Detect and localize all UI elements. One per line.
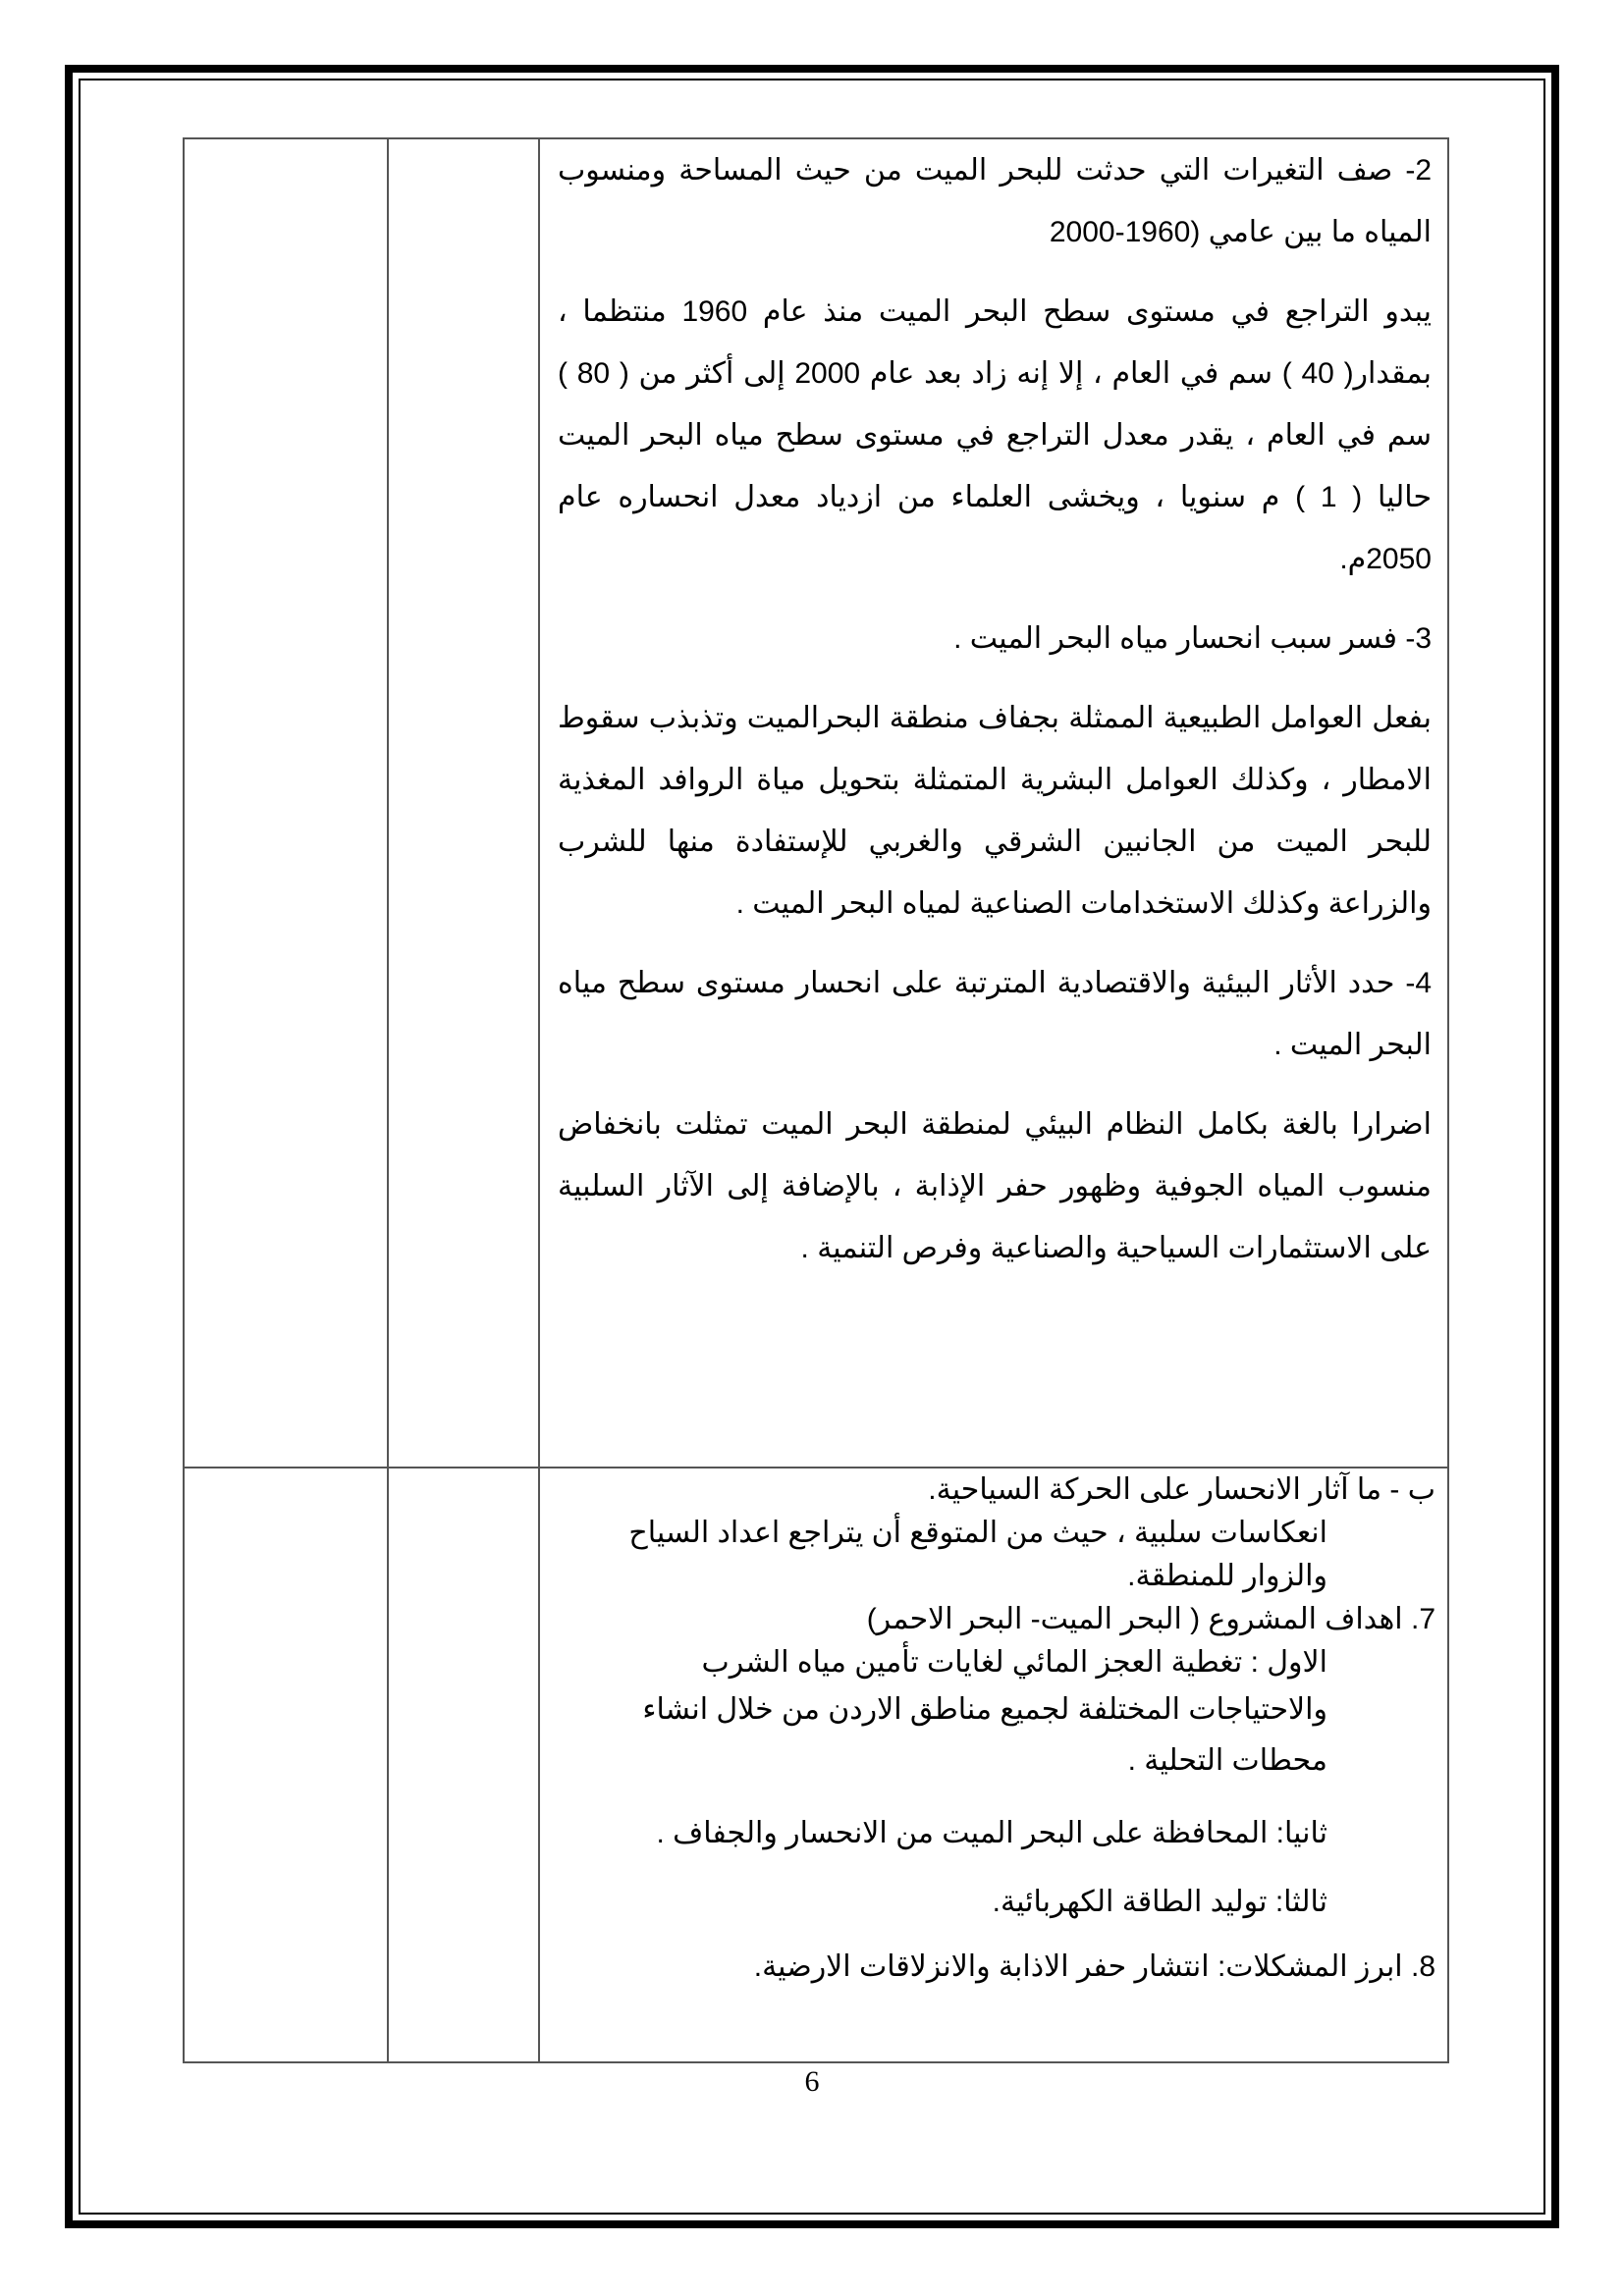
- question-7-goal-3: ثالثا: توليد الطاقة الكهربائية.: [992, 1886, 1327, 1918]
- table-row: [184, 138, 1448, 1468]
- empty-cell-left: [184, 138, 388, 1468]
- question-2-title: 2- صف التغيرات التي حدثت للبحر الميت من حيث المساحة ومنسوب المياه ما بين عامي (1960-2000: [558, 154, 1432, 248]
- question-3-title: 3- فسر سبب انحسار مياه البحر الميت .: [953, 622, 1432, 655]
- question-2-answer: يبدو التراجع في مستوى سطح البحر الميت منذ عام 1960 منتظما ، بمقدار( 40 ) سم في العام ، إلا إنه زاد بعد عام 2000 إلى أكثر من ( 80 ) سم في العام ، يقدر معدل التراجع في مستوى سطح مياه البحر الميت حاليا ( 1 ) م سنويا ، ويخشى العلماء من ازدياد معدل انحساره عام 2050م.: [558, 295, 1432, 575]
- question-7-goal-2: ثانيا: المحافظة على البحر الميت من الانحسار والجفاف .: [656, 1817, 1327, 1849]
- empty-cell-middle: [388, 138, 539, 1468]
- question-4-title: 4- حدد الأثار البيئية والاقتصادية المترتبة على انحسار مستوى سطح مياه البحر الميت .: [558, 967, 1432, 1061]
- question-7-goal-1-line-1: الاول : تغطية العجز المائي لغايات تأمين مياه الشرب: [701, 1646, 1327, 1679]
- questions-cell-section-b: [539, 1468, 1448, 2062]
- question-4-answer: اضرارا بالغة بكامل النظام البيئي لمنطقة البحر الميت تمثلت بانخفاض منسوب المياه الجوفية وظهور حفر الإذابة ، بالإضافة إلى الآثار السلبية على الاستثمارات السياحية والصناعية وفرص التنمية .: [558, 1108, 1432, 1264]
- question-8: 8. ابرز المشكلات: انتشار حفر الاذابة والانزلاقات الارضية.: [753, 1950, 1435, 1983]
- answer-table: [183, 137, 1449, 2063]
- empty-cell-left: [184, 1468, 388, 2062]
- question-7-title: 7. اهداف المشروع ( البحر الميت- البحر الاحمر): [866, 1603, 1435, 1635]
- question-7-goal-1-line-3: محطات التحلية .: [1127, 1744, 1327, 1777]
- question-7-goal-1-line-2: والاحتياجات المختلفة لجميع مناطق الاردن من خلال انشاء: [642, 1693, 1327, 1726]
- question-3-answer: بفعل العوامل الطبيعية الممثلة بجفاف منطقة البحرالميت وتذبذب سقوط الامطار ، وكذلك العوامل البشرية المتمثلة بتحويل مياة الروافد المغذية للبحر الميت من الجانبين الشرقي والغربي للإستفادة منها للشرب والزراعة وكذلك الاستخدامات الصناعية لمياه البحر الميت .: [558, 702, 1432, 920]
- question-b-title: ب - ما آثار الانحسار على الحركة السياحية.: [928, 1473, 1435, 1506]
- page-number: 6: [804, 2065, 820, 2098]
- empty-cell-middle: [388, 1468, 539, 2062]
- question-b-answer-line-1: انعكاسات سلبية ، حيث من المتوقع أن يتراجع اعداد السياح: [628, 1517, 1327, 1549]
- questions-cell-section-a: [539, 138, 1448, 1468]
- table-row: [184, 1468, 1448, 2062]
- question-b-answer-line-2: والزوار للمنطقة.: [1127, 1560, 1327, 1592]
